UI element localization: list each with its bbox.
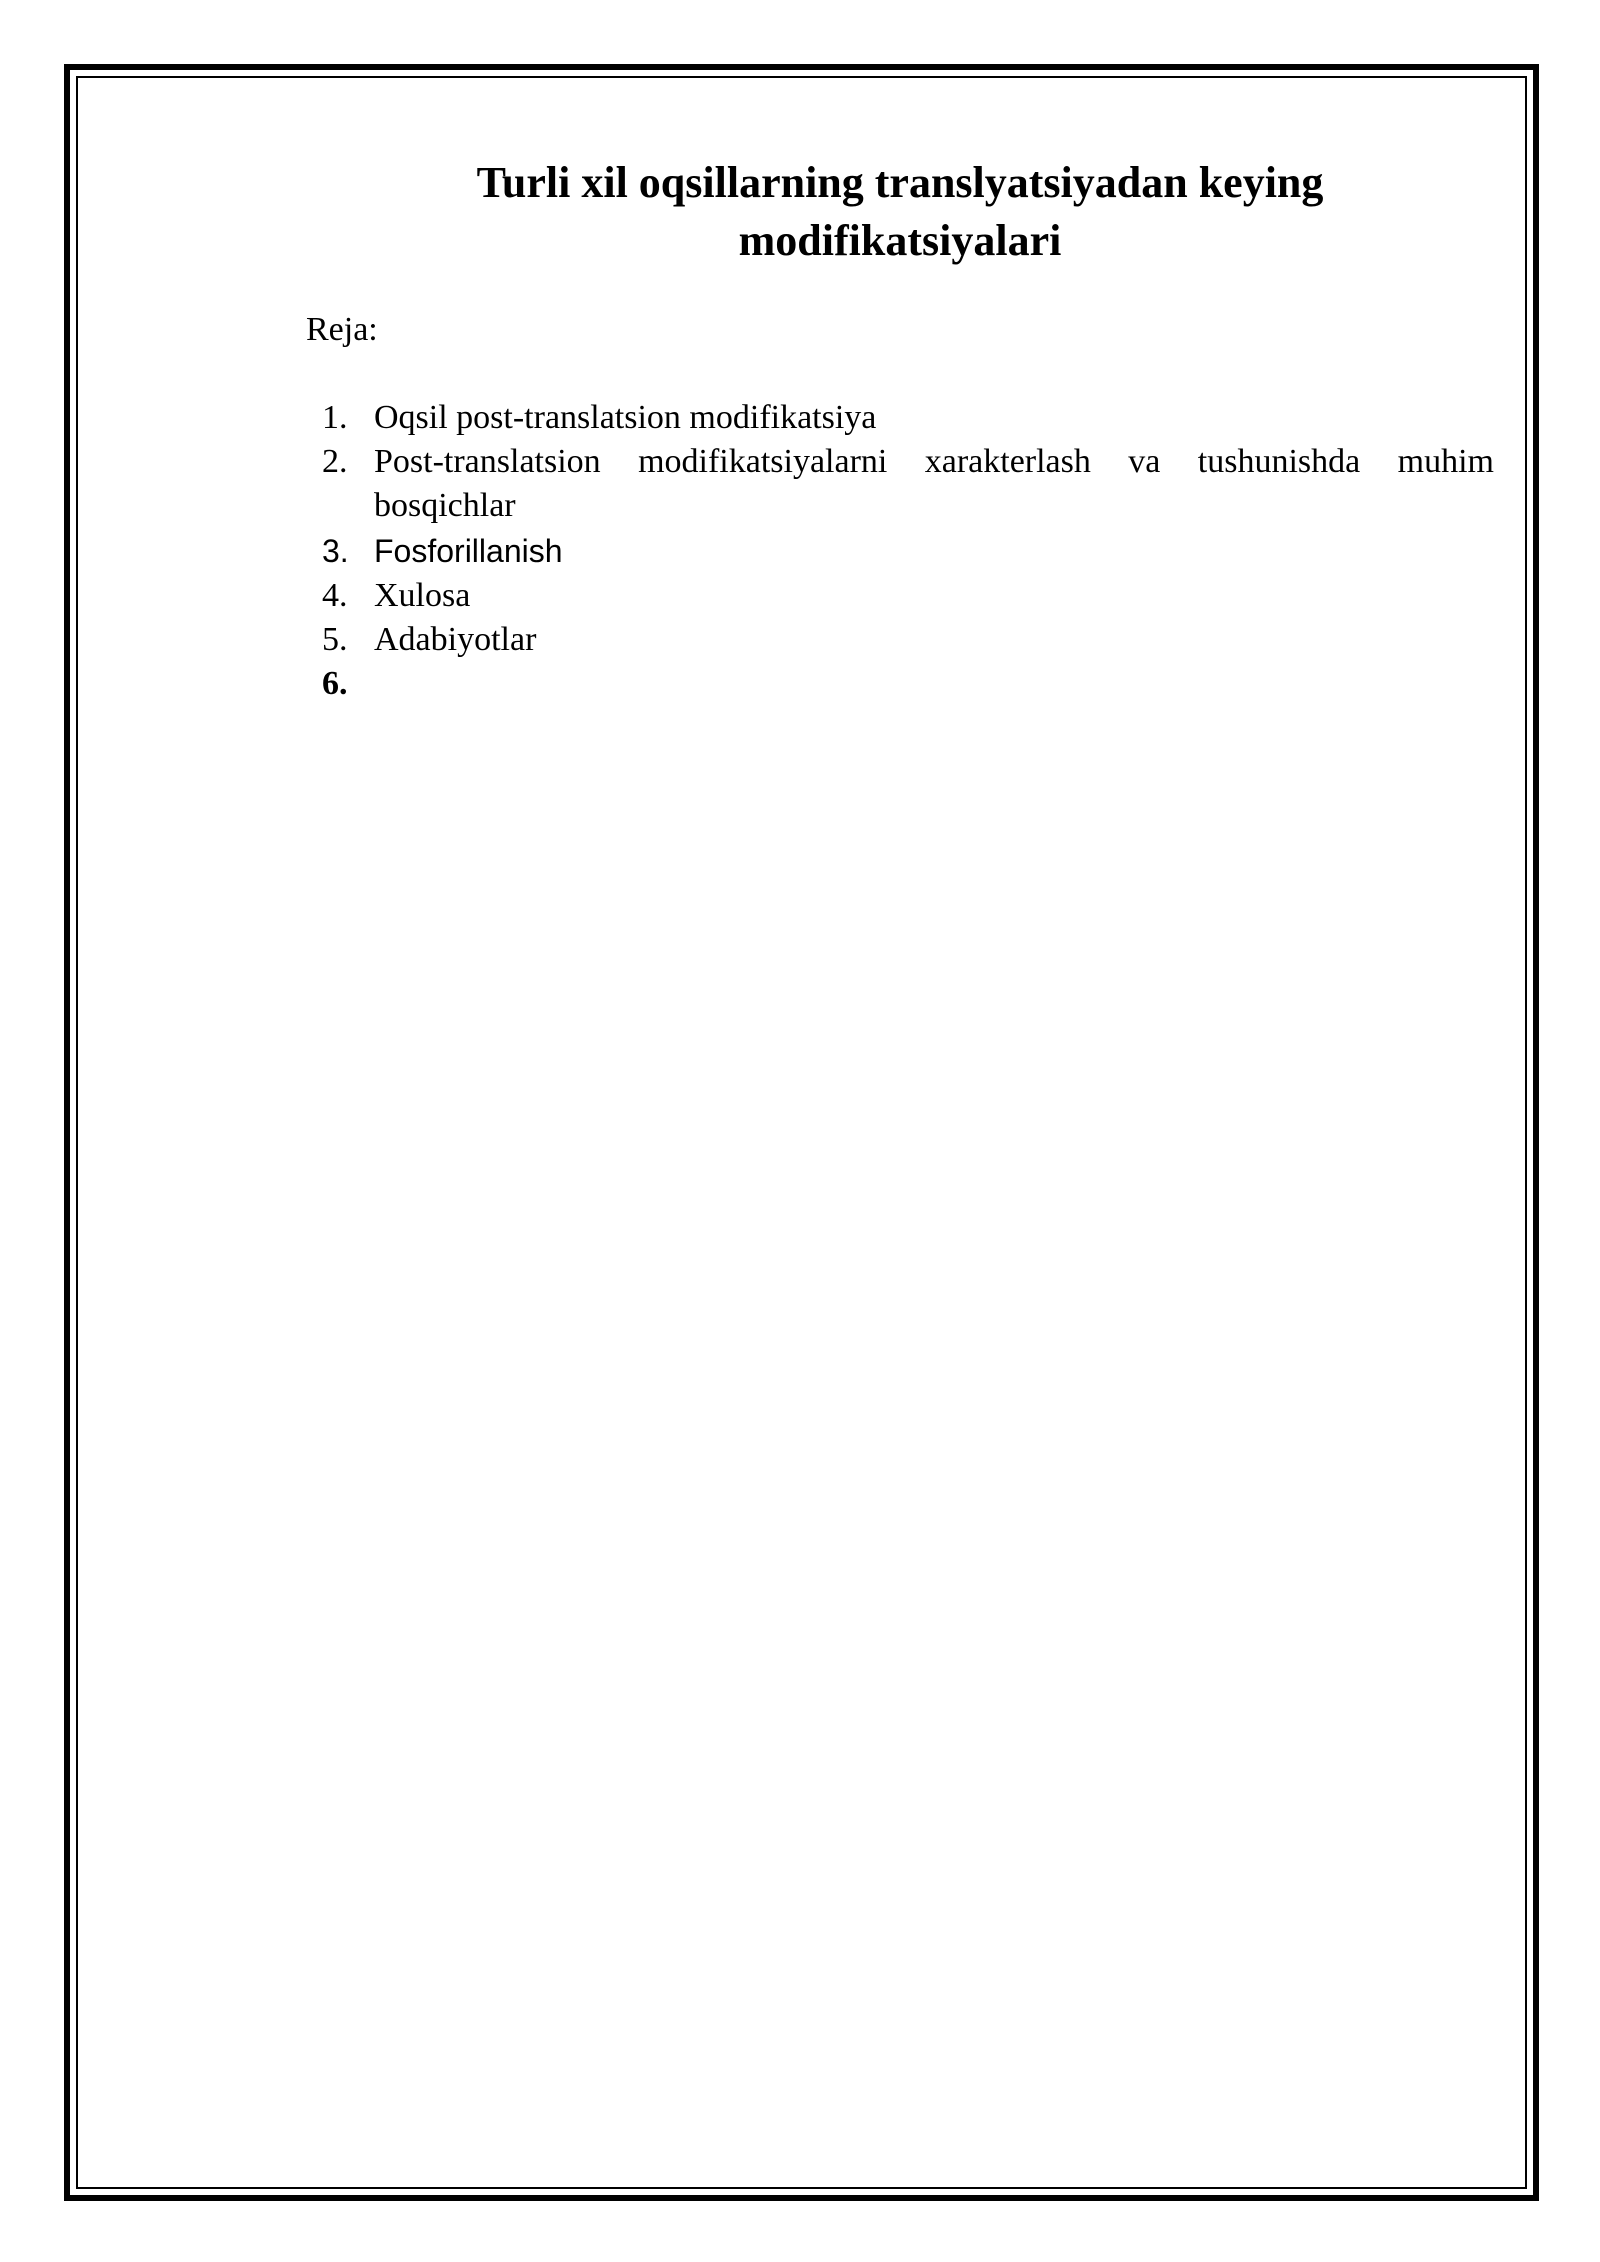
document-title — [300, 154, 1500, 270]
plan-item — [322, 396, 1494, 440]
plan-list — [322, 396, 1494, 706]
plan-item-text: Oqsil post-translatsion modifikatsiya — [374, 399, 877, 436]
plan-label: Reja: — [306, 311, 378, 348]
plan-item — [322, 574, 1494, 618]
plan-item — [322, 528, 1494, 574]
plan-item — [322, 662, 1494, 706]
plan-item-text: Post-translatsion modifikatsiyalarni xarakterlash va tushunishda muhim bosqichlar — [374, 443, 1494, 524]
plan-item — [322, 440, 1494, 528]
plan-item-text: Adabiyotlar — [374, 621, 537, 658]
page-border-inner — [76, 76, 1527, 2189]
plan-item-number: 4. — [322, 577, 348, 614]
title-line-1: Turli xil oqsillarning translyatsiyadan keying — [476, 158, 1324, 207]
plan-item-number: 6. — [322, 665, 348, 702]
plan-item-number: 5. — [322, 621, 348, 658]
title-line-2: modifikatsiyalari — [738, 216, 1062, 265]
plan-item-number: 2. — [322, 443, 348, 480]
plan-item-text: Fosforillanish — [374, 533, 563, 569]
plan-item-number: 3. — [322, 533, 349, 569]
plan-item-number: 1. — [322, 399, 348, 436]
plan-item-text: Xulosa — [374, 577, 471, 614]
plan-item — [322, 618, 1494, 662]
